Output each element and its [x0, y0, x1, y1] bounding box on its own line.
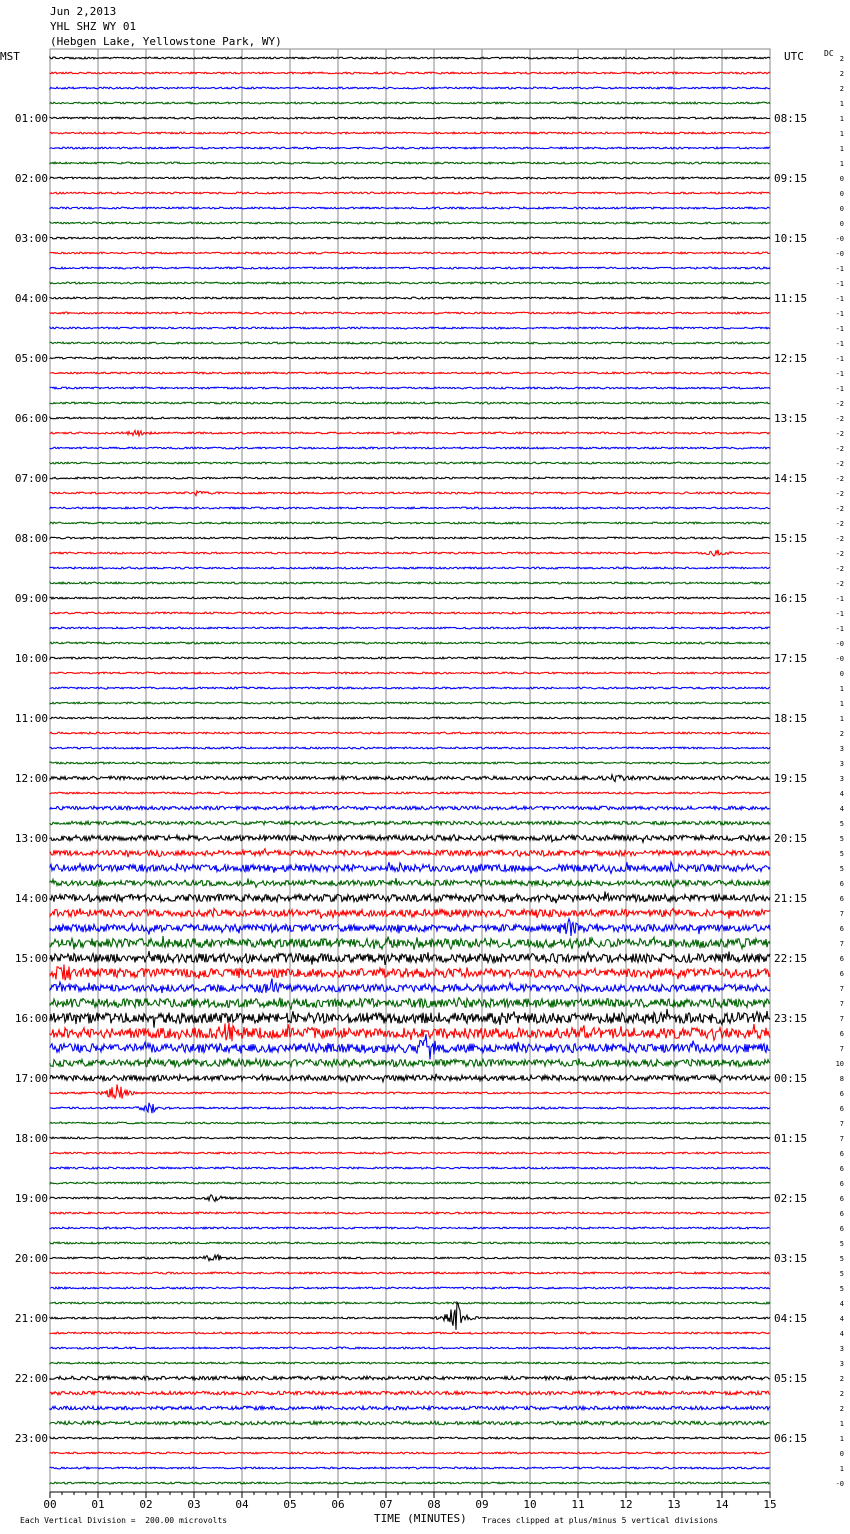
utc-hour-label: 18:15 — [774, 712, 808, 725]
dc-offset-value: 2 — [839, 55, 844, 63]
dc-offset-value: 1 — [839, 1435, 844, 1443]
trace-line — [50, 1195, 770, 1202]
trace-line — [50, 117, 770, 119]
trace-line — [50, 1362, 770, 1364]
dc-offset-value: 7 — [839, 1135, 844, 1143]
utc-hour-label: 10:15 — [774, 232, 808, 245]
dc-offset-value: 1 — [839, 115, 844, 123]
trace-line — [50, 1152, 770, 1154]
utc-hour-label: 17:15 — [774, 652, 808, 665]
trace-line — [50, 72, 770, 74]
trace-line — [50, 1122, 770, 1124]
trace-line — [50, 1421, 770, 1425]
mst-hour-label: 17:00 — [14, 1072, 48, 1085]
trace-line — [50, 327, 770, 329]
dc-offset-value: 7 — [839, 985, 844, 993]
trace-line — [50, 567, 770, 569]
dc-offset-value: 6 — [839, 1180, 844, 1188]
mst-hour-label: 07:00 — [14, 472, 48, 485]
trace-line — [50, 282, 770, 284]
dc-offset-value: 3 — [839, 1360, 844, 1368]
dc-offset-value: 6 — [839, 880, 844, 888]
utc-hour-label: 14:15 — [774, 472, 808, 485]
trace-line — [50, 1467, 770, 1469]
dc-column-label: DC — [824, 49, 834, 58]
dc-offset-value: 6 — [839, 925, 844, 933]
dc-offset-value: -1 — [835, 610, 844, 618]
mst-hour-label: 16:00 — [14, 1012, 48, 1025]
dc-offset-value: -2 — [835, 415, 844, 423]
dc-offset-value: 7 — [839, 1045, 844, 1053]
dc-offset-value: 1 — [839, 160, 844, 168]
x-axis-title: TIME (MINUTES) — [374, 1512, 467, 1525]
trace-line — [50, 132, 770, 134]
dc-offset-value: 0 — [839, 175, 844, 183]
trace-line — [50, 1406, 770, 1410]
dc-offset-value: 2 — [839, 85, 844, 93]
clip-note: Traces clipped at plus/minus 5 vertical divisions — [482, 1516, 719, 1525]
trace-line — [50, 1058, 770, 1067]
plot-frame — [50, 49, 770, 1492]
dc-offset-value: 5 — [839, 1240, 844, 1248]
trace-line — [50, 87, 770, 89]
dc-offset-value: 10 — [835, 1060, 844, 1068]
trace-line — [50, 612, 770, 614]
utc-hour-label: 19:15 — [774, 772, 808, 785]
trace-line — [50, 732, 770, 734]
utc-hour-label: 08:15 — [774, 112, 808, 125]
trace-line — [50, 1212, 770, 1214]
mst-hour-label: 09:00 — [14, 592, 48, 605]
mst-hour-label: 19:00 — [14, 1192, 48, 1205]
mst-hour-label: 04:00 — [14, 292, 48, 305]
trace-line — [50, 762, 770, 764]
trace-line — [50, 387, 770, 389]
trace-line — [50, 849, 770, 857]
x-tick-label: 08 — [427, 1498, 441, 1511]
utc-hour-label: 11:15 — [774, 292, 808, 305]
dc-offset-value: 4 — [839, 1315, 844, 1323]
trace-line — [50, 919, 770, 936]
trace-line — [50, 550, 770, 556]
mst-hour-label: 18:00 — [14, 1132, 48, 1145]
trace-line — [50, 207, 770, 209]
trace-line — [50, 717, 770, 719]
dc-offset-value: 6 — [839, 970, 844, 978]
dc-offset-value: 3 — [839, 1345, 844, 1353]
dc-offset-value: 2 — [839, 1390, 844, 1398]
x-tick-label: 10 — [523, 1498, 537, 1511]
trace-line — [50, 1242, 770, 1244]
trace-line — [50, 998, 770, 1010]
utc-hour-label: 06:15 — [774, 1432, 808, 1445]
dc-offset-value: -2 — [835, 445, 844, 453]
dc-offset-value: 0 — [839, 220, 844, 228]
dc-offset-value: 5 — [839, 1270, 844, 1278]
dc-offset-value: 5 — [839, 1285, 844, 1293]
mst-hour-label: 23:00 — [14, 1432, 48, 1445]
dc-offset-value: 3 — [839, 745, 844, 753]
dc-offset-value: 3 — [839, 760, 844, 768]
trace-line — [50, 342, 770, 344]
mst-hour-label: 15:00 — [14, 952, 48, 965]
dc-offset-value: 6 — [839, 1030, 844, 1038]
trace-line — [50, 1302, 770, 1304]
trace-line — [50, 237, 770, 239]
mst-hour-label: 14:00 — [14, 892, 48, 905]
dc-offset-value: -2 — [835, 430, 844, 438]
dc-offset-value: -2 — [835, 505, 844, 513]
trace-line — [50, 1182, 770, 1184]
trace-line — [50, 1452, 770, 1454]
trace-line — [50, 964, 770, 980]
trace-line — [50, 1376, 770, 1380]
trace-line — [50, 747, 770, 749]
dc-offset-value: 3 — [839, 775, 844, 783]
dc-offset-value: 6 — [839, 1150, 844, 1158]
x-tick-label: 00 — [43, 1498, 57, 1511]
trace-line — [50, 1272, 770, 1274]
dc-offset-value: -1 — [835, 355, 844, 363]
dc-offset-value: 7 — [839, 1000, 844, 1008]
trace-line — [50, 372, 770, 374]
trace-line — [50, 491, 770, 496]
utc-hour-label: 03:15 — [774, 1252, 808, 1265]
dc-offset-value: -0 — [835, 250, 844, 258]
dc-offset-value: -1 — [835, 295, 844, 303]
trace-line — [50, 357, 770, 359]
dc-offset-value: 2 — [839, 1375, 844, 1383]
trace-line — [50, 1347, 770, 1349]
trace-line — [50, 402, 770, 404]
utc-hour-label: 22:15 — [774, 952, 808, 965]
trace-line — [50, 102, 770, 104]
trace-line — [50, 642, 770, 644]
trace-line — [50, 147, 770, 149]
dc-offset-value: -2 — [835, 565, 844, 573]
utc-hour-label: 12:15 — [774, 352, 808, 365]
utc-hour-label: 05:15 — [774, 1372, 808, 1385]
trace-line — [50, 891, 770, 903]
utc-hour-label: 23:15 — [774, 1012, 808, 1025]
dc-offset-value: 1 — [839, 145, 844, 153]
dc-offset-value: 5 — [839, 835, 844, 843]
x-tick-label: 06 — [331, 1498, 345, 1511]
mst-hour-label: 21:00 — [14, 1312, 48, 1325]
dc-offset-value: 1 — [839, 1465, 844, 1473]
dc-offset-value: 5 — [839, 850, 844, 858]
trace-line — [50, 951, 770, 965]
dc-offset-value: -0 — [835, 655, 844, 663]
dc-offset-value: -2 — [835, 520, 844, 528]
dc-offset-value: -2 — [835, 400, 844, 408]
dc-offset-value: 6 — [839, 1225, 844, 1233]
trace-line — [50, 1227, 770, 1229]
dc-offset-value: 0 — [839, 670, 844, 678]
dc-offset-value: 7 — [839, 940, 844, 948]
dc-offset-value: 2 — [839, 730, 844, 738]
x-tick-label: 07 — [379, 1498, 393, 1511]
dc-offset-value: 4 — [839, 790, 844, 798]
utc-hour-label: 09:15 — [774, 172, 808, 185]
dc-offset-value: 0 — [839, 205, 844, 213]
dc-offset-value: 6 — [839, 1090, 844, 1098]
utc-axis-label: UTC — [784, 50, 804, 63]
trace-line — [50, 936, 770, 950]
dc-offset-value: -1 — [835, 265, 844, 273]
utc-hour-label: 13:15 — [774, 412, 808, 425]
dc-offset-value: 5 — [839, 1255, 844, 1263]
dc-offset-value: -0 — [835, 1480, 844, 1488]
trace-line — [50, 1255, 770, 1261]
x-tick-label: 03 — [187, 1498, 201, 1511]
utc-hour-label: 04:15 — [774, 1312, 808, 1325]
trace-line — [50, 1287, 770, 1289]
utc-hour-label: 00:15 — [774, 1072, 808, 1085]
dc-offset-value: 6 — [839, 895, 844, 903]
trace-line — [50, 792, 770, 794]
trace-line — [50, 908, 770, 919]
trace-line — [50, 627, 770, 629]
trace-line — [50, 1482, 770, 1484]
utc-hour-label: 01:15 — [774, 1132, 808, 1145]
x-tick-label: 13 — [667, 1498, 681, 1511]
trace-line — [50, 1009, 770, 1028]
dc-offset-value: 6 — [839, 1105, 844, 1113]
mst-hour-label: 08:00 — [14, 532, 48, 545]
dc-offset-value: 8 — [839, 1075, 844, 1083]
trace-line — [50, 1137, 770, 1139]
trace-line — [50, 522, 770, 524]
x-tick-label: 14 — [715, 1498, 729, 1511]
dc-offset-value: -2 — [835, 550, 844, 558]
trace-line — [50, 702, 770, 704]
trace-line — [50, 1437, 770, 1439]
dc-offset-value: -2 — [835, 535, 844, 543]
trace-line — [50, 462, 770, 464]
x-tick-label: 12 — [619, 1498, 633, 1511]
utc-hour-label: 02:15 — [774, 1192, 808, 1205]
trace-line — [50, 430, 770, 436]
dc-offset-value: -2 — [835, 490, 844, 498]
trace-line — [50, 477, 770, 479]
dc-offset-value: -1 — [835, 340, 844, 348]
mst-hour-label: 06:00 — [14, 412, 48, 425]
x-tick-label: 04 — [235, 1498, 249, 1511]
trace-line — [50, 162, 770, 164]
trace-line — [50, 835, 770, 843]
utc-hour-label: 15:15 — [774, 532, 808, 545]
dc-offset-value: 2 — [839, 1405, 844, 1413]
plot-date: Jun 2,2013 — [50, 5, 117, 18]
trace-line — [50, 878, 770, 887]
trace-line — [50, 252, 770, 254]
utc-hour-label: 21:15 — [774, 892, 808, 905]
trace-line — [50, 672, 770, 674]
trace-line — [50, 312, 770, 314]
trace-line — [50, 821, 770, 825]
mst-hour-label: 02:00 — [14, 172, 48, 185]
trace-line — [50, 1332, 770, 1334]
dc-offset-value: 1 — [839, 715, 844, 723]
dc-offset-value: 1 — [839, 130, 844, 138]
x-tick-label: 05 — [283, 1498, 297, 1511]
trace-line — [50, 447, 770, 449]
dc-offset-value: -2 — [835, 460, 844, 468]
trace-line — [50, 979, 770, 994]
trace-line — [50, 1391, 770, 1395]
dc-offset-value: -1 — [835, 310, 844, 318]
dc-offset-value: 4 — [839, 805, 844, 813]
dc-offset-value: -0 — [835, 235, 844, 243]
dc-offset-value: 6 — [839, 1165, 844, 1173]
trace-line — [50, 806, 770, 810]
dc-offset-value: -1 — [835, 370, 844, 378]
dc-offset-value: 4 — [839, 1300, 844, 1308]
x-tick-label: 09 — [475, 1498, 489, 1511]
dc-offset-value: 4 — [839, 1330, 844, 1338]
dc-offset-value: 0 — [839, 190, 844, 198]
scale-note: Each Vertical Division = 200.00 microvolts — [20, 1516, 228, 1525]
mst-hour-label: 20:00 — [14, 1252, 48, 1265]
trace-line — [50, 1302, 770, 1330]
utc-hour-label: 20:15 — [774, 832, 808, 845]
station-location: (Hebgen Lake, Yellowstone Park, WY) — [50, 35, 282, 48]
x-tick-label: 02 — [139, 1498, 153, 1511]
trace-line — [50, 1023, 770, 1042]
dc-offset-value: -1 — [835, 595, 844, 603]
trace-line — [50, 775, 770, 782]
trace-line — [50, 417, 770, 419]
trace-line — [50, 1034, 770, 1059]
trace-line — [50, 192, 770, 194]
trace-line — [50, 687, 770, 689]
dc-offset-value: 1 — [839, 1420, 844, 1428]
trace-line — [50, 582, 770, 584]
trace-line — [50, 507, 770, 509]
dc-offset-value: 2 — [839, 70, 844, 78]
dc-offset-value: -2 — [835, 580, 844, 588]
dc-offset-value: 7 — [839, 1120, 844, 1128]
dc-offset-value: -1 — [835, 385, 844, 393]
dc-offset-value: 0 — [839, 1450, 844, 1458]
trace-line — [50, 597, 770, 599]
trace-line — [50, 537, 770, 539]
dc-offset-value: 6 — [839, 1210, 844, 1218]
trace-line — [50, 222, 770, 224]
dc-offset-value: -0 — [835, 640, 844, 648]
dc-offset-value: 5 — [839, 820, 844, 828]
trace-line — [50, 1167, 770, 1169]
trace-line — [50, 1074, 770, 1082]
trace-line — [50, 1084, 770, 1098]
dc-offset-value: 1 — [839, 700, 844, 708]
trace-line — [50, 267, 770, 269]
trace-line — [50, 657, 770, 659]
dc-offset-value: 1 — [839, 685, 844, 693]
x-tick-label: 11 — [571, 1498, 585, 1511]
dc-offset-value: 6 — [839, 1195, 844, 1203]
dc-offset-value: -1 — [835, 625, 844, 633]
mst-hour-label: 22:00 — [14, 1372, 48, 1385]
trace-line — [50, 297, 770, 299]
utc-hour-label: 16:15 — [774, 592, 808, 605]
mst-axis-label: MST — [0, 50, 20, 63]
trace-line — [50, 177, 770, 179]
dc-offset-value: 6 — [839, 955, 844, 963]
dc-offset-value: -1 — [835, 280, 844, 288]
dc-offset-value: 7 — [839, 910, 844, 918]
x-tick-label: 01 — [91, 1498, 105, 1511]
station-code: YHL SHZ WY 01 — [50, 20, 137, 33]
dc-offset-value: 5 — [839, 865, 844, 873]
mst-hour-label: 10:00 — [14, 652, 48, 665]
trace-line — [50, 862, 770, 873]
mst-hour-label: 03:00 — [14, 232, 48, 245]
mst-hour-label: 12:00 — [14, 772, 48, 785]
dc-offset-value: 1 — [839, 100, 844, 108]
dc-offset-value: -2 — [835, 475, 844, 483]
trace-line — [50, 57, 770, 59]
dc-offset-value: 7 — [839, 1015, 844, 1023]
mst-hour-label: 05:00 — [14, 352, 48, 365]
dc-offset-value: -1 — [835, 325, 844, 333]
mst-hour-label: 13:00 — [14, 832, 48, 845]
trace-line — [50, 1103, 770, 1113]
mst-hour-label: 11:00 — [14, 712, 48, 725]
x-tick-label: 15 — [763, 1498, 777, 1511]
mst-hour-label: 01:00 — [14, 112, 48, 125]
